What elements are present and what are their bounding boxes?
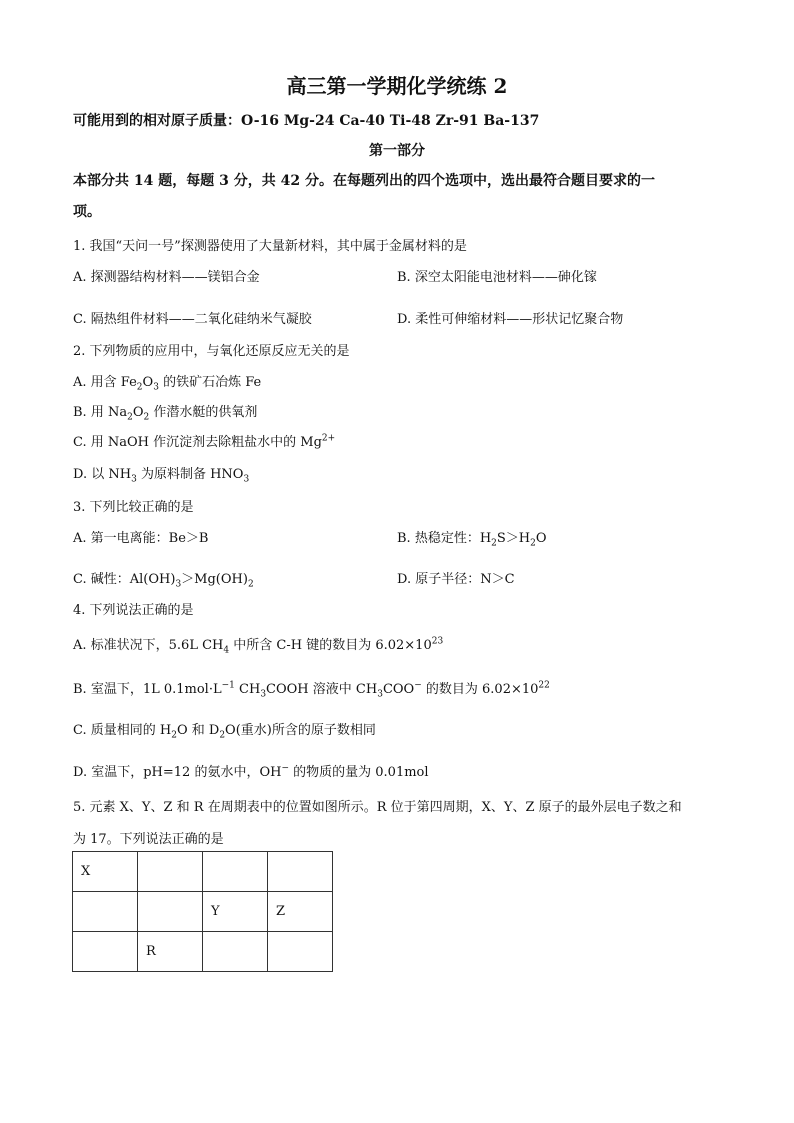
table-cell: X [73, 852, 138, 892]
question-1-stem: 1. 我国“天问一号”探测器使用了大量新材料，其中属于金属材料的是 [73, 239, 467, 254]
question-1-option-d: D. 柔性可伸缩材料——形状记忆聚合物 [397, 312, 624, 327]
table-cell [73, 892, 138, 932]
question-3-option-d: D. 原子半径：N＞C [397, 572, 515, 587]
question-1-option-a: A. 探测器结构材料——镁铝合金 [73, 270, 260, 285]
question-2-option-c: C. 用 NaOH 作沉淀剂去除粗盐水中的 $Mg^{2+}$ [73, 433, 336, 450]
question-4-option-d: D. 室温下，pH=12 的氨水中，OH− 的物质的量为 0.01mol [73, 763, 429, 780]
question-4-option-a: A. 标准状况下，5.6L $CH_4$ 中所含 C-H 键的数目为 $6.02\times 10^{23}$ [73, 636, 444, 656]
intro-line-2: 项。 [73, 204, 101, 220]
page-title: 高三第一学期化学统练 2 [286, 74, 508, 98]
table-cell [138, 852, 203, 892]
question-2-option-d: D. 以 $NH_3$ 为原料制备 $HNO_3$ [73, 467, 250, 485]
periodic-table-fragment [72, 851, 333, 972]
question-4-stem: 4. 下列说法正确的是 [73, 603, 194, 618]
question-4-option-c: C. 质量相同的 $H_2O$ 和 $D_2O$(重水)所含的原子数相同 [73, 723, 376, 741]
question-3-stem: 3. 下列比较正确的是 [73, 500, 194, 515]
atomic-masses: 可能用到的相对原子质量：O-16 Mg-24 Ca-40 Ti-48 Zr-91 Ba-137 [73, 113, 540, 129]
question-5-line-1: 5. 元素 X、Y、Z 和 R 在周期表中的位置如图所示。R 位于第四周期，X、Y、Z 原子的最外层电子数之和 [73, 800, 682, 815]
question-2-option-b: B. 用 $Na_2O_2$ 作潜水艇的供氧剂 [73, 405, 258, 423]
question-3-option-b: B. 热稳定性：$H_2S>H_2O$ [397, 531, 547, 549]
question-3-option-a: A. 第一电离能：Be＞B [73, 531, 209, 546]
table-cell [203, 932, 268, 972]
table-cell [73, 932, 138, 972]
question-3-option-c: C. 碱性：$Al(OH)_3>Mg(OH)_2$ [73, 572, 254, 590]
question-1-option-b: B. 深空太阳能电池材料——砷化镓 [397, 270, 597, 285]
table-cell [203, 852, 268, 892]
intro-line-1: 本部分共 14 题，每题 3 分，共 42 分。在每题列出的四个选项中，选出最符合题目要求的一 [73, 173, 655, 189]
question-1-option-c: C. 隔热组件材料——二氧化硅纳米气凝胶 [73, 312, 312, 327]
table-cell: Z [268, 892, 333, 932]
table-cell: R [138, 932, 203, 972]
table-row [73, 852, 333, 892]
question-4-option-b: B. 室温下，1L $0.1mol\cdot L^{-1}$ $CH_3COOH$ 溶液中 $CH_3COO^-$ 的数目为 $6.02\times 10^{22}$ [73, 680, 550, 700]
table-row [73, 932, 333, 972]
table-cell [268, 932, 333, 972]
question-2-option-a: A. 用含 $Fe_2O_3$ 的铁矿石冶炼 Fe [73, 375, 262, 393]
table-cell [138, 892, 203, 932]
table-row [73, 892, 333, 932]
question-2-stem: 2. 下列物质的应用中，与氧化还原反应无关的是 [73, 344, 350, 359]
question-5-line-2: 为 17。下列说法正确的是 [73, 832, 224, 847]
table-cell [268, 852, 333, 892]
part-label: 第一部分 [369, 143, 425, 159]
table-cell: Y [203, 892, 268, 932]
